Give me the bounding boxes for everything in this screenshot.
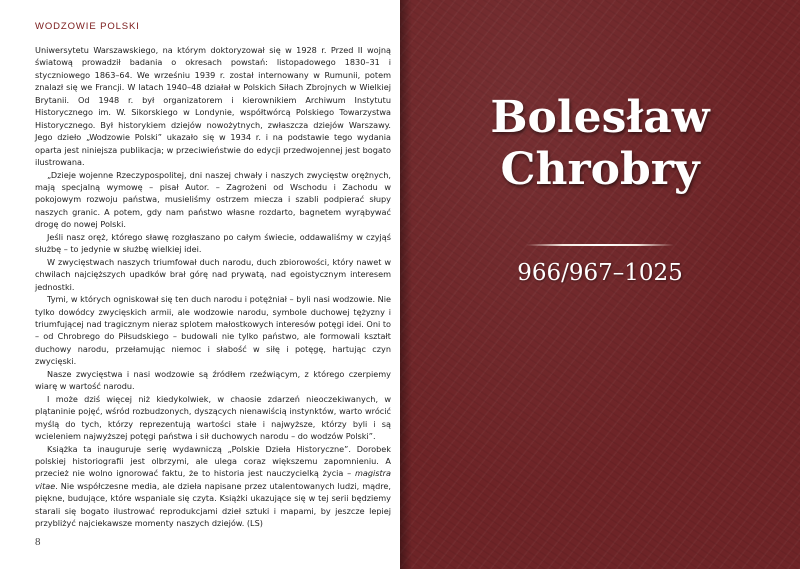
- paragraph-8-end: . Nie współczesne media, ale dzieła napisane przez utalentowanych ludzi, mądre, piękne, budujące, które wspaniale się czyta. Książki ukazujące się w tej serii będziemy starali się bogato ilustrować reprodukcjami dzieł sztuki i mapami, by jeszcze lepiej przybliżyć najciekawsze momenty naszych dziejów. (LS): [35, 480, 391, 529]
- paragraph-3: Jeśli nasz oręż, którego sławę rozgłaszano po całym świecie, oddawaliśmy w czyjąś służbę – to jedynie w służbę wielkiej idei.: [35, 231, 391, 255]
- paragraph-5: Tymi, w których ogniskował się ten duch narodu i potężniał – byli nasi wodzowie. Nie tylko dowódcy zwycięskich armii, ale wodzowie narodu, symbole duchowej tężyzny i triumfującej nad tragicznym nieraz splotem małostkowych interesów potęgi idei. Oni to – od Chrobrego do Piłsudskiego – budowali nie tylko państwo, ale formowali kształt duchowy narodu, przełamując niemoc i słabość w siłę i potęgę, hartując czyn zwycięski.: [35, 294, 391, 367]
- book-title: [400, 92, 800, 196]
- paragraph-4: W zwycięstwach naszych triumfował duch narodu, duch zbiorowości, który nawet w chwilach najcięższych upadków brał górę nad prywatą, nad egoistycznym interesem jednostki.: [35, 256, 391, 292]
- latin-phrase: magistra vitae: [35, 468, 391, 491]
- decorative-divider: [526, 244, 674, 246]
- paragraph-6: Nasze zwycięstwa i nasi wodzowie są źródłem rzeźwiącym, z którego czerpiemy wiarę w wartość narodu.: [35, 368, 391, 392]
- page-number: 8: [35, 536, 41, 548]
- title-surname: Chrobry: [500, 144, 700, 195]
- paragraph-2: „Dzieje wojenne Rzeczypospolitej, dni naszej chwały i naszych zwycięstw orężnych, mają specjalną wymowę – pisał Autor. – Zagrożeni od Wschodu i Zachodu w pokojowym rozwoju państwa, musieliśmy ostrzem miecza i szabli podpierać słupy naszych granic. A potem, gdy nam państwo własne rozdarto, bagnetem wyrąbywać drogę do nowej Polski.: [35, 169, 391, 230]
- paragraph-8-start: Książka ta inauguruje serię wydawniczą „Polskie Dzieła Historyczne”. Dorobek polskiej historiografii jest olbrzymi, ale ulega coraz większemu zapomnieniu. A przecież nie wolno ignorować faktu, że to historia jest nauczycielką życia –: [35, 443, 391, 479]
- paragraph-7: I może dziś więcej niż kiedykolwiek, w chaosie zdarzeń nieoczekiwanych, w plątaninie pojęć, wśród rozbudzonych, dyszących nienawiścią instynktów, warto wrócić myślą do tych, którzy reprezentują wartości stałe i najwyższe, którzy byli i są wcieleniem najwyższej potęgi państwa i sił duchowych narodu – do wodzów Polski”.: [35, 393, 391, 442]
- right-page-cover: [400, 0, 800, 569]
- paragraph-1: Uniwersytetu Warszawskiego, na którym doktoryzował się w 1928 r. Przed II wojną światową prowadził badania o okresach powstań: listopadowego 1830–31 i styczniowego 1863–64. We wrześniu 1939 r. został internowany w Rumunii, potem znalazł się we Francji. W latach 1940–48 działał w Polskich Siłach Zbrojnych w Wielkiej Brytanii. Od 1948 r. był organizatorem i kierownikiem Archiwum Instytutu Historycznego im. W. Sikorskiego w Londynie, współtwórcą Polskiego Towarzystwa Historycznego. Był historykiem dziejów nowożytnych, zwłaszcza dziejów Warszawy. Jego dzieło „Wodzowie Polski” ukazało się w 1934 r. i na podstawie tego wydania oparta jest niniejsza publikacja; w przeciwieństwie do edycji przedwojennej jest bogato ilustrowana.: [35, 45, 391, 168]
- running-head: WODZOWIE POLSKI: [35, 21, 140, 32]
- life-dates: 966/967–1025: [517, 260, 683, 286]
- body-text: [35, 44, 391, 530]
- paragraph-8: [35, 443, 391, 530]
- title-first-name: Bolesław: [490, 92, 710, 143]
